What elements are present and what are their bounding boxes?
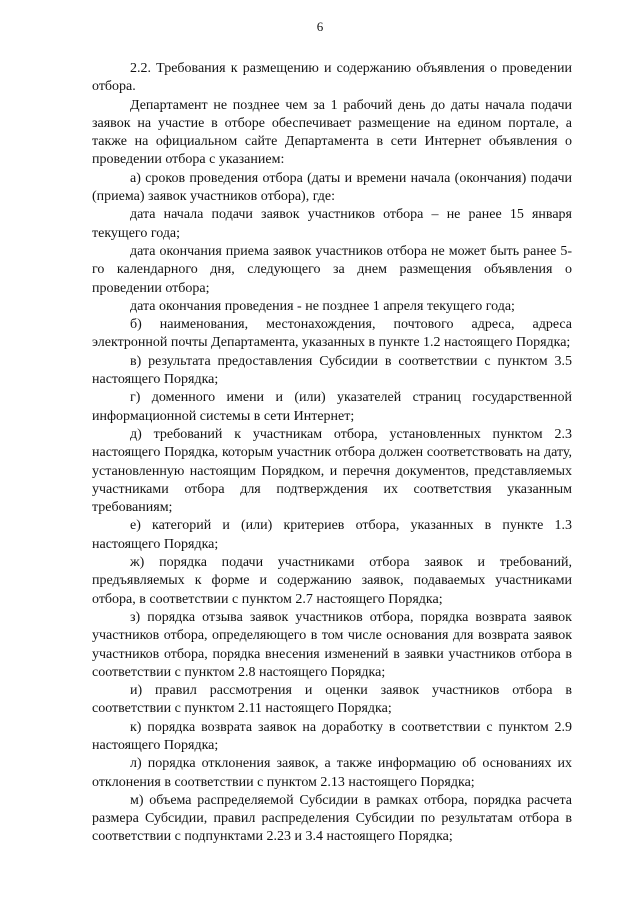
list-item-i: и) правил рассмотрения и оценки заявок участников отбора в соответствии с пунктом 2.11 настоящего Порядка; xyxy=(92,683,572,717)
list-item-d: д) требований к участникам отбора, установленных пунктом 2.3 настоящего Порядка, которым участник отбора должен соответствовать на дату, установленную настоящим Порядком, и перечня документов, представляемых участниками отбора для подтверждения их соответствия указанным требованиям; xyxy=(92,426,572,516)
list-item-g: г) доменного имени и (или) указателей страниц государственной информационной системы в сети Интернет; xyxy=(92,390,572,424)
list-item-zh: ж) порядка подачи участниками отбора заявок и требований, предъявляемых к форме и содержанию заявок, подаваемых участниками отбора, в соответствии с пунктом 2.7 настоящего Порядка; xyxy=(92,555,572,607)
list-item-b: б) наименования, местонахождения, почтового адреса, адреса электронной почты Департамента, указанных в пункте 1.2 настоящего Порядка; xyxy=(92,317,572,351)
list-item-z: з) порядка отзыва заявок участников отбора, порядка возврата заявок участников отбора, определяющего в том числе основания для возврата заявок участников отбора, порядка внесения изменений в заявки участников отбора в соответствии с пунктом 2.8 настоящего Порядка; xyxy=(92,609,572,680)
list-item-l: л) порядка отклонения заявок, а также информацию об основаниях их отклонения в соответствии с пунктом 2.13 настоящего Порядка; xyxy=(92,756,572,790)
paragraph: дата окончания проведения - не позднее 1 апреля текущего года; xyxy=(130,298,515,314)
paragraph: дата начала подачи заявок участников отбора – не ранее 15 января текущего года; xyxy=(92,207,572,241)
list-item-v: в) результата предоставления Субсидии в соответствии с пунктом 3.5 настоящего Порядка; xyxy=(92,353,572,388)
list-item-m: м) объема распределяемой Субсидии в рамках отбора, порядка расчета размера Субсидии, правил распределения Субсидии по результатам отбора в соответствии с подпунктами 2.23 и 3.4 настоящего Порядка; xyxy=(92,792,572,845)
paragraph: Департамент не позднее чем за 1 рабочий день до даты начала подачи заявок на участие в отборе обеспечивает размещение на едином портале, а также на официальном сайте Департамента в сети Интернет объявления о проведении отбора с указанием: xyxy=(92,97,572,168)
paragraph: дата окончания приема заявок участников отбора не может быть ранее 5-го календарного дня, следующего за днем размещения объявления о проведении отбора; xyxy=(92,243,572,296)
list-item-a: а) сроков проведения отбора (даты и времени начала (окончания) подачи (приема) заявок участников отбора), где: xyxy=(92,170,572,205)
list-item-e: е) категорий и (или) критериев отбора, указанных в пункте 1.3 настоящего Порядка; xyxy=(92,518,572,552)
document-body xyxy=(92,60,572,847)
section-heading: 2.2. Требования к размещению и содержанию объявления о проведении отбора. xyxy=(92,61,572,95)
page-number: 6 xyxy=(316,19,324,34)
list-item-k: к) порядка возврата заявок на доработку в соответствии с пунктом 2.9 настоящего Порядка; xyxy=(92,719,572,753)
